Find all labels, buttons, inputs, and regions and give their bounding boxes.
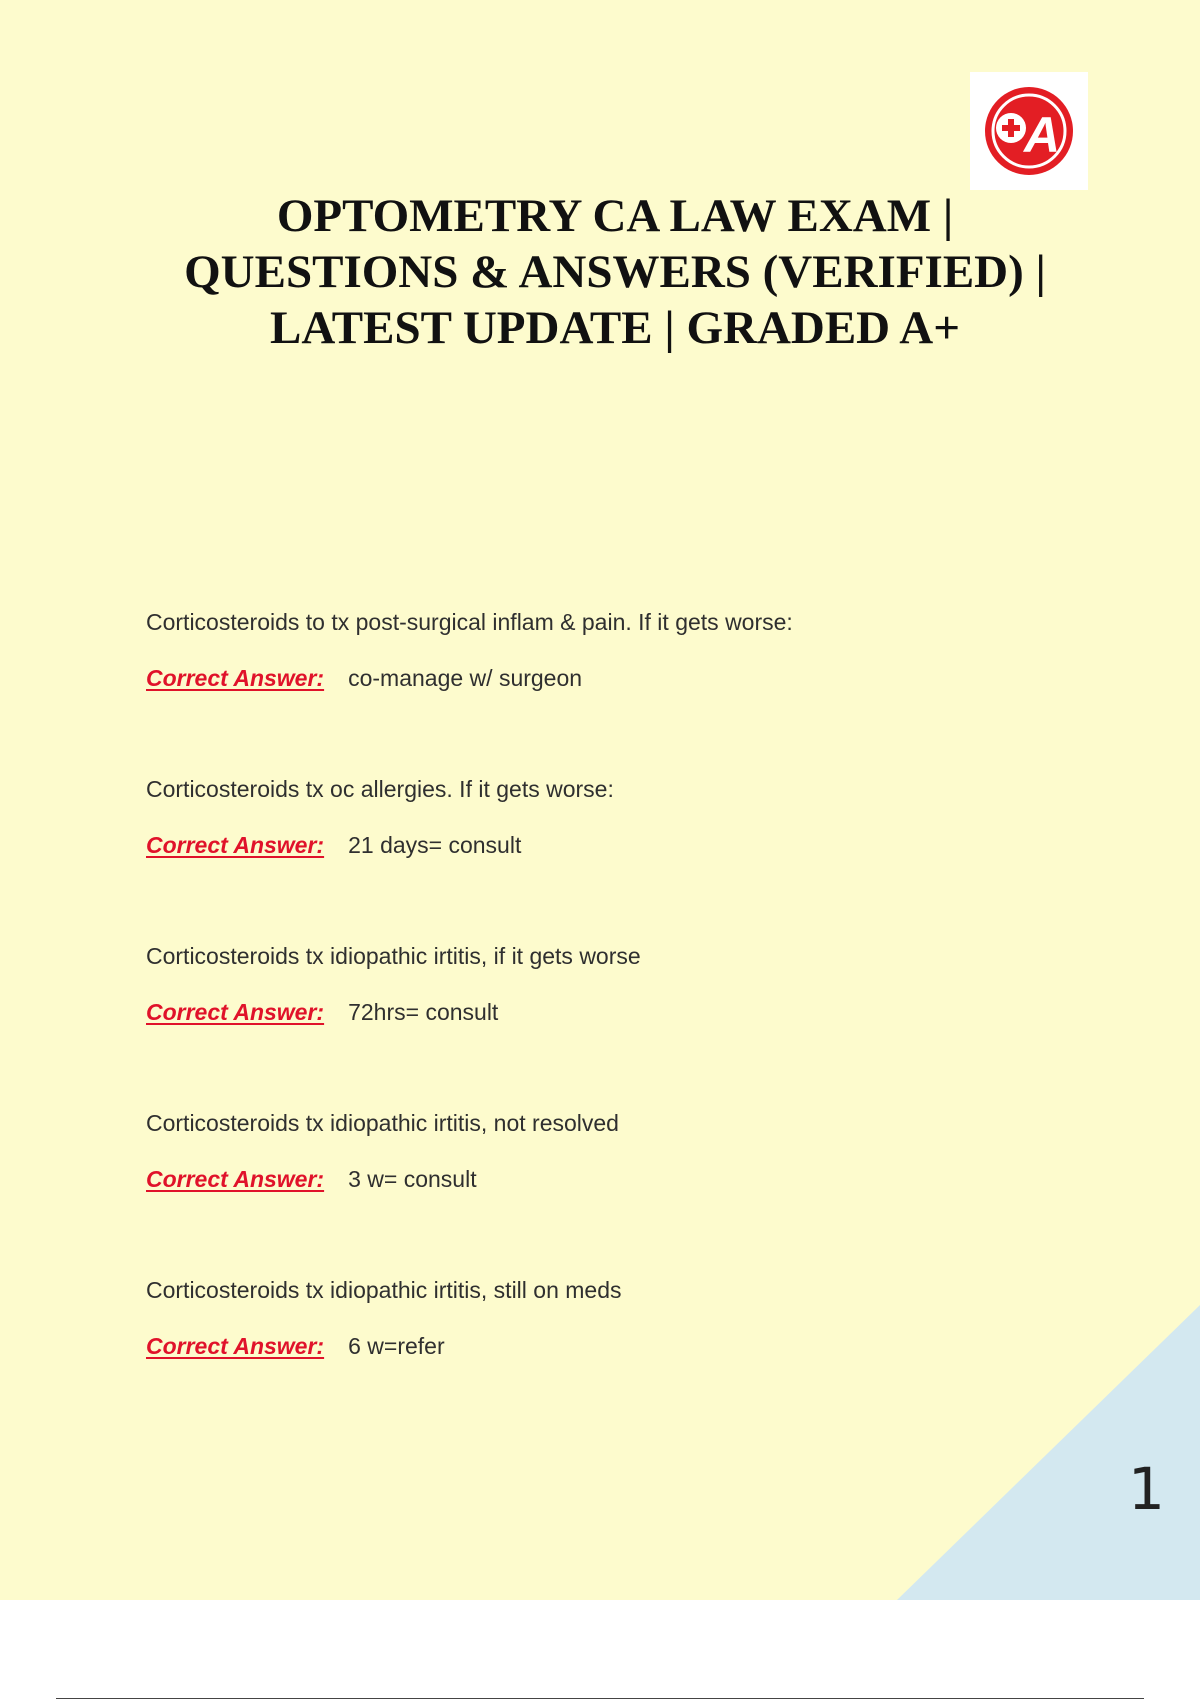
answer-row — [146, 997, 641, 1027]
title-line-3: LATEST UPDATE | GRADED A+ — [269, 302, 961, 354]
question-text: Corticosteroids tx idiopathic irtitis, still on meds — [146, 1277, 622, 1303]
qa-item-5 — [146, 1275, 622, 1361]
question-text: Corticosteroids tx oc allergies. If it gets worse: — [146, 776, 614, 802]
answer-text: 72hrs= consult — [348, 999, 499, 1025]
correct-answer-label: Correct Answer: — [146, 665, 325, 691]
qa-item-1 — [146, 607, 793, 693]
correct-answer-label: Correct Answer: — [146, 999, 325, 1025]
page-number: 1 — [1128, 1455, 1165, 1523]
qa-item-3 — [146, 941, 641, 1027]
answer-text: 21 days= consult — [348, 832, 522, 858]
answer-row — [146, 1164, 619, 1194]
logo-letter: A — [1023, 107, 1061, 163]
qa-item-2 — [146, 774, 614, 860]
answer-row — [146, 663, 793, 693]
document-title — [120, 188, 1110, 356]
title-line-1: OPTOMETRY CA LAW EXAM | — [276, 190, 954, 242]
question-text: Corticosteroids tx idiopathic irtitis, not resolved — [146, 1110, 619, 1136]
a-plus-logo-icon — [970, 72, 1088, 190]
answer-text: 3 w= consult — [348, 1166, 477, 1192]
qa-item-4 — [146, 1108, 619, 1194]
correct-answer-label: Correct Answer: — [146, 1166, 325, 1192]
title-line-2: QUESTIONS & ANSWERS (VERIFIED) | — [184, 246, 1046, 298]
answer-row — [146, 1331, 622, 1361]
question-text: Corticosteroids tx idiopathic irtitis, if it gets worse — [146, 943, 641, 969]
answer-text: co-manage w/ surgeon — [348, 665, 583, 691]
question-text: Corticosteroids to tx post-surgical inflam & pain. If it gets worse: — [146, 609, 793, 635]
answer-text: 6 w=refer — [348, 1333, 445, 1359]
correct-answer-label: Correct Answer: — [146, 1333, 325, 1359]
footer-divider — [56, 1698, 1144, 1699]
correct-answer-label: Correct Answer: — [146, 832, 325, 858]
answer-row — [146, 830, 614, 860]
